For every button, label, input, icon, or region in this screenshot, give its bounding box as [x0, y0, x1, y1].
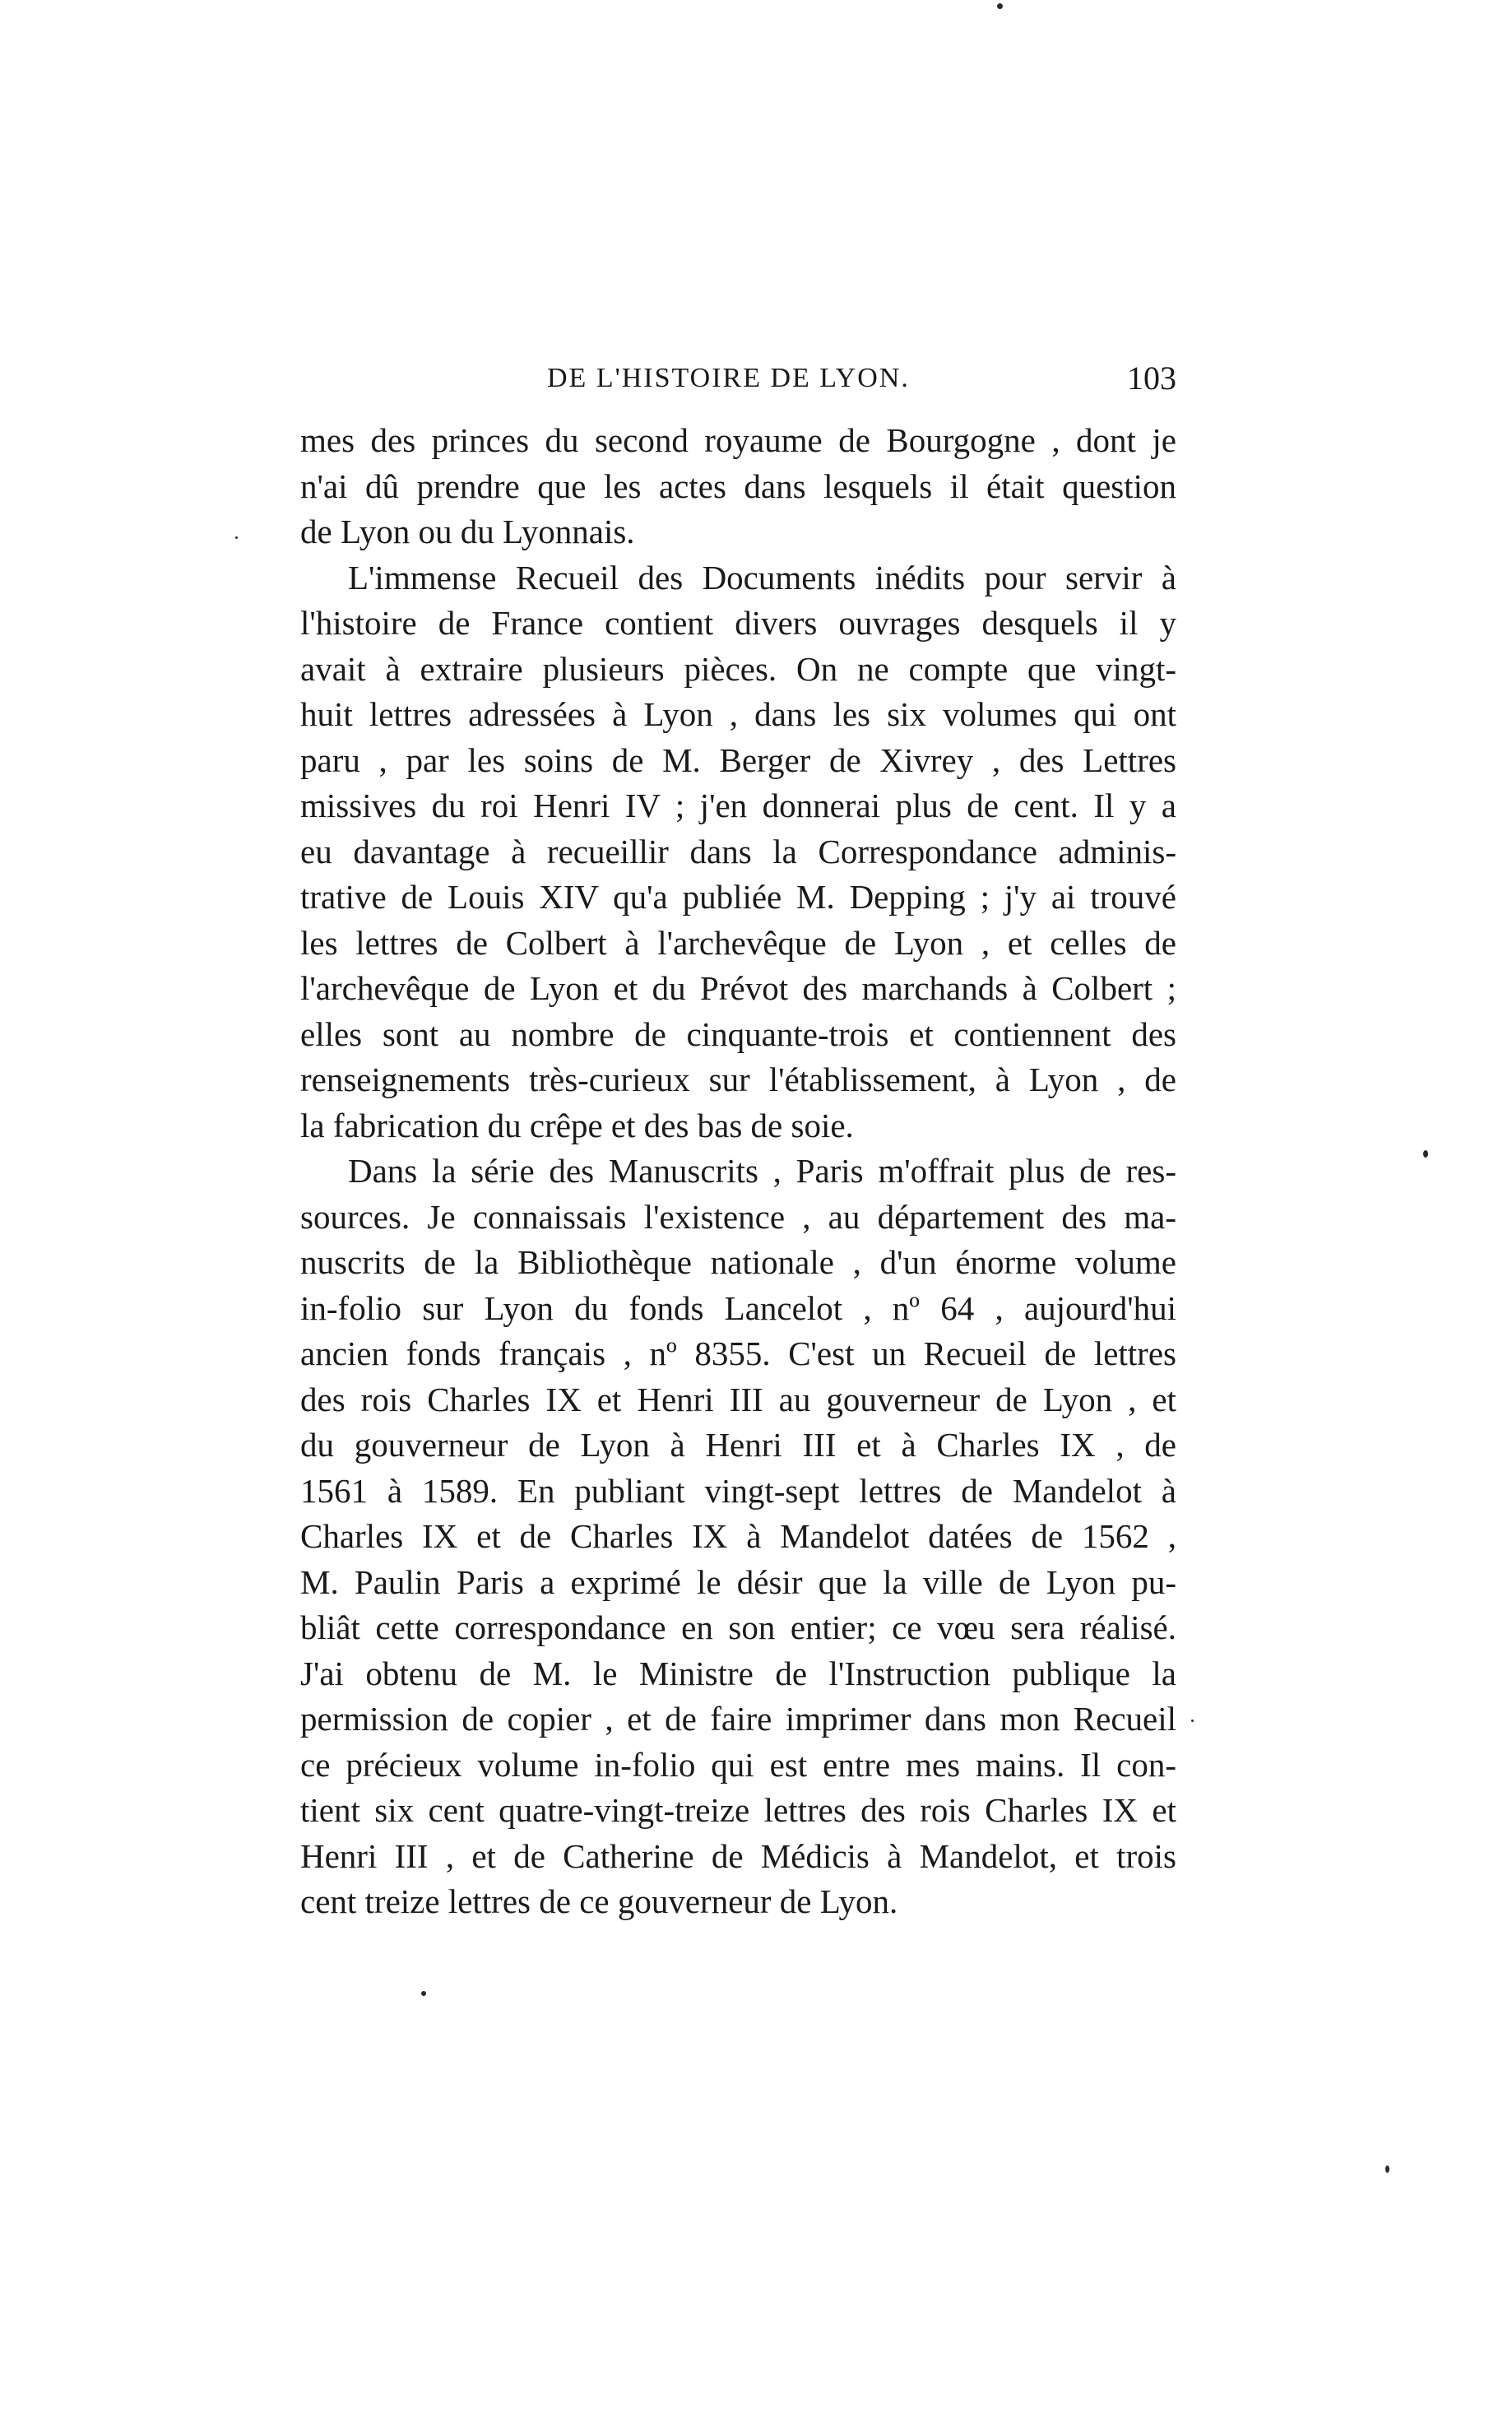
text-line: cent treize lettres de ce gouverneur de Lyon.	[300, 1882, 898, 1920]
text-line: n'ai dû prendre que les actes dans lesquels il était question	[300, 466, 1176, 505]
text-line: nuscrits de la Bibliothèque nationale , d'un énorme volume	[300, 1243, 1176, 1281]
text-line: renseignements très-curieux sur l'établissement, à Lyon , de	[300, 1060, 1176, 1098]
text-line: les lettres de Colbert à l'archevêque de Lyon , et celles de	[300, 923, 1176, 962]
text-line: J'ai obtenu de M. le Ministre de l'Instruction publique la	[300, 1654, 1176, 1692]
text-line: bliât cette correspondance en son entier; ce vœu sera réalisé.	[300, 1608, 1176, 1646]
text-line: ancien fonds français , nº 8355. C'est un Recueil de lettres	[300, 1334, 1176, 1372]
page-number: 103	[1127, 360, 1176, 397]
running-head	[300, 354, 1176, 403]
text-line: elles sont au nombre de cinquante-trois et contiennent des	[300, 1014, 1176, 1053]
text-line: 1561 à 1589. En publiant vingt-sept lettres de Mandelot à	[300, 1471, 1176, 1510]
paragraph	[300, 1149, 1176, 1925]
text-line: de Lyon ou du Lyonnais.	[300, 513, 635, 550]
text-line: Charles IX et de Charles IX à Mandelot datées de 1562 ,	[300, 1517, 1176, 1555]
text-line: missives du roi Henri IV ; j'en donnerai plus de cent. Il y a	[300, 787, 1176, 824]
text-line: ce précieux volume in-folio qui est entre mes mains. Il con-	[300, 1745, 1176, 1784]
scan-speck	[1423, 1150, 1428, 1158]
text-line: l'histoire de France contient divers ouvrages desquels il y	[300, 604, 1176, 642]
scan-speck	[1385, 2165, 1389, 2173]
text-line: avait à extraire plusieurs pièces. On ne compte que vingt-	[300, 649, 1176, 688]
text-line: tient six cent quatre-vingt-treize lettres des rois Charles IX et	[300, 1791, 1176, 1829]
text-line: la fabrication du crêpe et des bas de soie.	[300, 1106, 854, 1144]
paragraph	[300, 555, 1176, 1149]
scan-speck	[1191, 1720, 1194, 1722]
text-line: Henri III , et de Catherine de Médicis à Mandelot, et trois	[300, 1836, 1176, 1875]
text-line: du gouverneur de Lyon à Henri III et à Charles IX , de	[300, 1426, 1176, 1464]
text-line: in-folio sur Lyon du fonds Lancelot , nº 64 , aujourd'hui	[300, 1288, 1176, 1327]
text-line: L'immense Recueil des Documents inédits pour servir à	[348, 558, 1176, 596]
running-title: DE L'HISTOIRE DE LYON.	[547, 363, 910, 393]
text-line: des rois Charles IX et Henri III au gouverneur de Lyon , et	[300, 1380, 1176, 1418]
text-line: Dans la série des Manuscrits , Paris m'offrait plus de res-	[348, 1152, 1176, 1190]
text-line: sources. Je connaissais l'existence , au département des ma-	[300, 1197, 1176, 1236]
scan-speck	[997, 3, 1003, 9]
text-line: trative de Louis XIV qu'a publiée M. Depping ; j'y ai trouvé	[300, 878, 1176, 916]
text-line: M. Paulin Paris a exprimé le désir que la ville de Lyon pu-	[300, 1562, 1176, 1601]
text-line: eu davantage à recueillir dans la Correspondance adminis-	[300, 832, 1176, 870]
text-line: mes des princes du second royaume de Bourgogne , dont je	[300, 421, 1176, 459]
scan-speck	[235, 536, 238, 539]
text-line: permission de copier , et de faire imprimer dans mon Recueil	[300, 1700, 1176, 1738]
text-line: paru , par les soins de M. Berger de Xivrey , des Lettres	[300, 740, 1176, 779]
text-line: l'archevêque de Lyon et du Prévot des marchands à Colbert ;	[300, 969, 1176, 1007]
paragraph	[300, 418, 1176, 555]
scan-speck	[421, 1991, 426, 1996]
body-text	[300, 418, 1176, 1925]
text-line: huit lettres adressées à Lyon , dans les six volumes qui ont	[300, 695, 1176, 733]
